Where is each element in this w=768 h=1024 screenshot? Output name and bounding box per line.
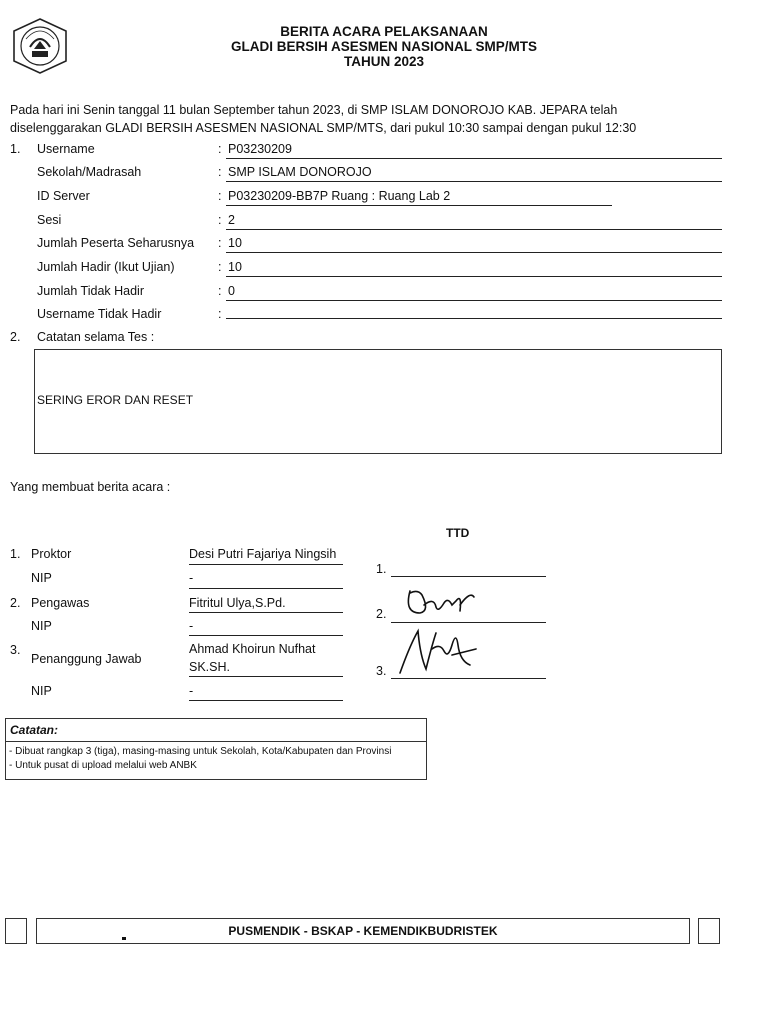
catatan-title: Catatan:: [6, 719, 426, 742]
sig-number: 2.: [376, 607, 387, 621]
signature-3-image: [396, 625, 486, 677]
doc-title-line3: TAHUN 2023: [343, 54, 425, 69]
signatory-name: Fitritul Ulya,S.Pd.: [189, 596, 286, 610]
doc-title-line2: GLADI BERSIH ASESMEN NASIONAL SMP/MTS: [230, 39, 538, 54]
field-underline: [226, 300, 722, 301]
field-label-username-tidak-hadir: Username Tidak Hadir: [37, 307, 162, 321]
test-note: SERING EROR DAN RESET: [37, 393, 194, 407]
field-underline: [226, 276, 722, 277]
intro-line2: diselenggarakan GLADI BERSIH ASESMEN NASIONAL SMP/MTS, dari pukul 10:30 sampai dengan pukul 12:30: [10, 121, 637, 135]
field-underline: [226, 205, 612, 206]
nip-value: -: [189, 684, 194, 698]
section2-label: Catatan selama Tes :: [37, 330, 155, 344]
ttd-label: TTD: [446, 526, 470, 540]
field-colon: :: [218, 213, 222, 227]
field-label-id-server: ID Server: [37, 189, 90, 203]
field-value-hadir: 10: [228, 260, 242, 274]
signatory-name: Desi Putri Fajariya Ningsih: [189, 547, 337, 561]
nip-label: NIP: [31, 684, 52, 698]
field-value-id-server: P03230209-BB7P Ruang : Ruang Lab 2: [228, 189, 451, 203]
signatory-role: Penanggung Jawab: [31, 652, 142, 666]
maker-label: Yang membuat berita acara :: [10, 480, 171, 494]
field-value-tidak-hadir: 0: [228, 284, 235, 298]
nip-label: NIP: [31, 619, 52, 633]
footer-right-square: [698, 918, 720, 944]
footer-bar: [36, 918, 690, 944]
signature-line: [391, 678, 546, 679]
field-value-sekolah: SMP ISLAM DONOROJO: [228, 165, 372, 179]
signatory-number: 1.: [10, 547, 21, 561]
sig-number: 1.: [376, 562, 387, 576]
field-label-tidak-hadir: Jumlah Tidak Hadir: [37, 284, 144, 298]
signatory-role: Pengawas: [31, 596, 90, 610]
footer-text: PUSMENDIK - BSKAP - KEMENDIKBUDRISTEK: [228, 924, 498, 938]
name-underline: [189, 564, 343, 565]
nip-value: -: [189, 571, 194, 585]
field-colon: :: [218, 189, 222, 203]
name-underline: [189, 612, 343, 613]
catatan-box: [5, 718, 427, 780]
field-value-peserta: 10: [228, 236, 242, 250]
footer-left-square: [5, 918, 27, 944]
field-colon: :: [218, 284, 222, 298]
signatory-number: 3.: [10, 643, 21, 657]
signatory-name-line2: SK.SH.: [189, 660, 230, 674]
nip-underline: [189, 700, 343, 701]
name-underline: [189, 676, 343, 677]
footer-dot: [122, 937, 126, 940]
field-value-sesi: 2: [228, 213, 235, 227]
field-underline: [226, 252, 722, 253]
signatory-number: 2.: [10, 596, 21, 610]
signatory-name-line1: Ahmad Khoirun Nufhat: [189, 642, 316, 656]
intro-line1: Pada hari ini Senin tanggal 11 bulan September tahun 2023, di SMP ISLAM DONOROJO KAB. JEPARA telah: [10, 103, 618, 117]
nip-value: -: [189, 619, 194, 633]
field-label-peserta: Jumlah Peserta Seharusnya: [37, 236, 195, 250]
field-label-username: Username: [37, 142, 95, 156]
field-underline: [226, 181, 722, 182]
catatan-item: - Dibuat rangkap 3 (tiga), masing-masing untuk Sekolah, Kota/Kabupaten dan Provinsi: [9, 746, 392, 757]
signatory-role: Proktor: [31, 547, 72, 561]
field-colon: :: [218, 260, 222, 274]
field-underline: [226, 318, 722, 319]
field-colon: :: [218, 165, 222, 179]
sig-number: 3.: [376, 664, 387, 678]
field-label-hadir: Jumlah Hadir (Ikut Ujian): [37, 260, 175, 274]
field-underline: [226, 229, 722, 230]
field-label-sesi: Sesi: [37, 213, 62, 227]
field-underline: [226, 158, 722, 159]
field-colon: :: [218, 307, 222, 321]
field-colon: :: [218, 142, 222, 156]
signature-line: [391, 576, 546, 577]
catatan-item: - Untuk pusat di upload melalui web ANBK: [9, 760, 197, 771]
doc-title-line1: BERITA ACARA PELAKSANAAN: [280, 24, 488, 39]
field-label-sekolah: Sekolah/Madrasah: [37, 165, 142, 179]
nip-underline: [189, 635, 343, 636]
field-value-username: P03230209: [228, 142, 292, 156]
section1-number: 1.: [10, 142, 21, 156]
section2-number: 2.: [10, 330, 21, 344]
nip-label: NIP: [31, 571, 52, 585]
nip-underline: [189, 588, 343, 589]
signature-2-image: [400, 583, 480, 623]
field-colon: :: [218, 236, 222, 250]
